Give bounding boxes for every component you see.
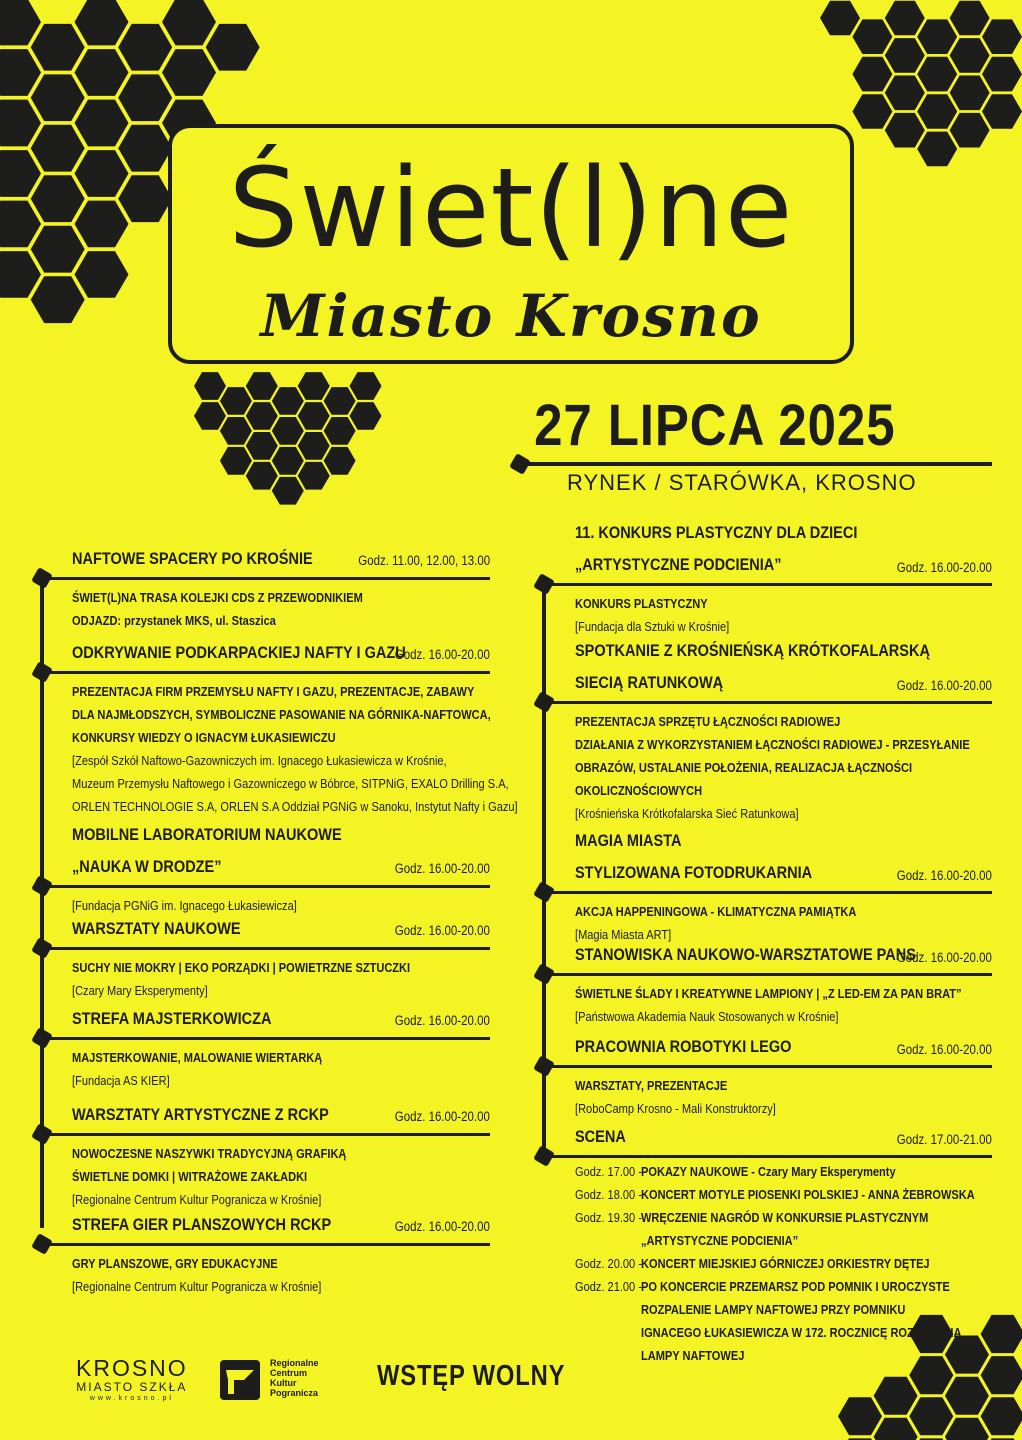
honeycomb-cell	[246, 432, 278, 460]
scena-time: Godz. 20.00 -	[575, 1256, 642, 1271]
event-title: STYLIZOWANA FOTODRUKARNIA	[575, 864, 813, 882]
scena-item: POKAZY NAUKOWE - Czary Mary Eksperymenty	[641, 1164, 896, 1179]
honeycomb-cell	[118, 24, 172, 71]
honeycomb-cell	[909, 1356, 953, 1394]
honeycomb-cell	[852, 94, 892, 129]
honeycomb-cell	[0, 49, 41, 96]
event-title: WARSZTATY ARTYSTYCZNE Z RCKP	[72, 1106, 329, 1124]
page-title: Świet(l)ne	[228, 144, 794, 272]
event-dot	[31, 875, 53, 897]
honeycomb-cell	[194, 402, 226, 430]
event-divider	[40, 671, 490, 674]
honeycomb-cell	[118, 74, 172, 121]
honeycomb-cell	[298, 432, 330, 460]
event-title: ODKRYWANIE PODKARPACKIEJ NAFTY I GAZU	[72, 644, 406, 662]
event-dot	[31, 661, 53, 683]
honeycomb-cell	[981, 1397, 1022, 1435]
event-description: OBRAZÓW, USTALANIE POŁOŻENIA, REALIZACJA ŁĄCZNOŚCI	[575, 760, 913, 775]
event-description: ŚWIET(L)NA TRASA KOLEJKI CDS Z PRZEWODNIKIEM	[72, 590, 363, 605]
honeycomb-cell	[950, 1, 990, 36]
event-divider	[40, 1243, 490, 1246]
honeycomb-cell	[31, 74, 85, 121]
honeycomb-cell	[0, 251, 41, 298]
honeycomb-cell	[272, 387, 304, 415]
scena-item: KONCERT MOTYLE PIOSENKI POLSKIEJ - ANNA ŻEBROWSKA	[641, 1187, 975, 1202]
event-organizer: [Regionalne Centrum Kultur Pogranicza w Krośnie]	[72, 1192, 322, 1207]
honeycomb-cell	[945, 1377, 989, 1415]
event-description: AKCJA HAPPENINGOWA - KLIMATYCZNA PAMIĄTKA	[575, 904, 857, 919]
event-title: „NAUKA W DRODZE”	[72, 858, 222, 876]
date-divider	[520, 462, 992, 466]
honeycomb-cell	[874, 1377, 918, 1415]
honeycomb-cell	[220, 417, 252, 445]
honeycomb-cell	[950, 76, 990, 111]
rckp-logo-line: Centrum	[270, 1368, 308, 1378]
event-time: Godz. 16.00-20.00	[896, 950, 992, 965]
krosno-logo-sub: MIASTO SZKŁA	[76, 1380, 188, 1394]
honeycomb-cell	[950, 38, 990, 73]
honeycomb-cell	[272, 477, 304, 505]
honeycomb-cell	[75, 150, 129, 197]
event-divider	[542, 891, 992, 894]
rckp-logo-line: Kultur	[270, 1378, 297, 1388]
event-title-line1: MAGIA MIASTA	[575, 832, 682, 850]
krosno-logo	[76, 1356, 188, 1404]
event-dot	[31, 937, 53, 959]
honeycomb-cell	[982, 57, 1022, 92]
honeycomb-cell	[909, 1397, 953, 1435]
honeycomb-cell	[31, 175, 85, 222]
honeycomb-cell	[852, 19, 892, 54]
scena-item: PO KONCERCIE PRZEMARSZ POD POMNIK I UROCZYSTE	[641, 1279, 950, 1294]
event-title: NAFTOWE SPACERY PO KROŚNIE	[72, 550, 313, 568]
honeycomb-cell	[75, 201, 129, 248]
honeycomb-cell	[162, 0, 216, 45]
event-divider	[542, 973, 992, 976]
event-description: ŚWIETLNE ŚLADY I KREATYWNE LAMPIONY | „Z LED-EM ZA PAN BRAT”	[575, 986, 962, 1001]
rckp-logo-line: Regionalne	[270, 1358, 319, 1368]
event-description: KONKURS PLASTYCZNY	[575, 596, 708, 611]
event-time: Godz. 16.00-20.00	[394, 861, 490, 876]
event-title: SIECIĄ RATUNKOWĄ	[575, 674, 724, 692]
event-time: Godz. 16.00-20.00	[394, 1013, 490, 1028]
honeycomb-cell	[885, 113, 925, 148]
event-dot	[533, 881, 555, 903]
honeycomb-cell	[162, 49, 216, 96]
event-organizer: [Magia Miasta ART]	[575, 927, 672, 942]
event-organizer: [RoboCamp Krosno - Mali Konstruktorzy]	[575, 1101, 776, 1116]
event-description: KONKURSY WIEDZY O IGNACYM ŁUKASIEWICZU	[72, 730, 336, 745]
honeycomb-cell	[31, 125, 85, 172]
scena-time: Godz. 21.00 -	[575, 1279, 642, 1294]
event-description: OKOLICZNOŚCIOWYCH	[575, 783, 703, 798]
event-title: STREFA GIER PLANSZOWYCH RCKP	[72, 1216, 332, 1234]
event-title-line1: MOBILNE LABORATORIUM NAUKOWE	[72, 826, 342, 844]
event-title: PRACOWNIA ROBOTYKI LEGO	[575, 1038, 792, 1056]
event-dot	[31, 1027, 53, 1049]
event-title: SCENA	[575, 1128, 626, 1146]
event-divider	[40, 1133, 490, 1136]
event-organizer: [Regionalne Centrum Kultur Pogranicza w Krośnie]	[72, 1279, 322, 1294]
event-place: RYNEK / STARÓWKA, KROSNO	[567, 470, 917, 495]
date-divider-dot	[509, 453, 531, 475]
rckp-logo-icon	[220, 1360, 260, 1400]
honeycomb-cell	[220, 447, 252, 475]
event-time: Godz. 16.00-20.00	[896, 678, 992, 693]
honeycomb-cell	[981, 1356, 1022, 1394]
event-title: WARSZTATY NAUKOWE	[72, 920, 241, 938]
honeycomb-cell	[982, 19, 1022, 54]
event-dot	[533, 1145, 555, 1167]
honeycomb-cell	[885, 76, 925, 111]
event-divider	[542, 701, 992, 704]
event-description: PREZENTACJA SPRZĘTU ŁĄCZNOŚCI RADIOWEJ	[575, 714, 841, 729]
honeycomb-cell	[324, 417, 356, 445]
krosno-logo-title: KROSNO	[76, 1355, 188, 1381]
event-divider	[542, 1065, 992, 1068]
honeycomb-cell	[272, 447, 304, 475]
honeycomb-cell	[246, 372, 278, 400]
honeycomb-cell	[917, 94, 957, 129]
event-date: 27 LIPCA 2025	[534, 393, 896, 458]
event-organizer: [Fundacja PGNiG im. Ignacego Łukasiewicza]	[72, 898, 297, 913]
event-dot	[533, 963, 555, 985]
scena-item: „ARTYSTYCZNE PODCIENIA”	[641, 1233, 799, 1248]
event-dot	[533, 573, 555, 595]
honeycomb-cell	[917, 57, 957, 92]
honeycomb-cell	[75, 251, 129, 298]
event-organizer: Muzeum Przemysłu Naftowego i Gazowniczego w Bóbrce, SITPNiG, EXALO Drilling S.A,	[72, 776, 509, 791]
event-divider	[542, 1155, 992, 1158]
event-description: ŚWIETLNE DOMKI | WITRAŻOWE ZAKŁADKI	[72, 1169, 308, 1184]
honeycomb-cell	[194, 372, 226, 400]
honeycomb-cell	[350, 372, 382, 400]
honeycomb-cell	[324, 447, 356, 475]
event-description: PREZENTACJA FIRM PRZEMYSŁU NAFTY I GAZU, PREZENTACJE, ZABAWY	[72, 684, 475, 699]
event-dot	[31, 1123, 53, 1145]
scena-time: Godz. 19.30 -	[575, 1210, 642, 1225]
event-divider	[40, 577, 490, 580]
honeycomb-under-title	[190, 360, 390, 510]
honeycomb-cell	[874, 1418, 918, 1440]
event-time: Godz. 16.00-20.00	[394, 1219, 490, 1234]
honeycomb-cell	[298, 462, 330, 490]
honeycomb-cell	[75, 100, 129, 147]
honeycomb-cell	[852, 57, 892, 92]
event-title: STANOWISKA NAUKOWO-WARSZTATOWE PANS	[575, 946, 916, 964]
title-box	[168, 124, 854, 364]
honeycomb-cell	[246, 462, 278, 490]
honeycomb-cell	[298, 402, 330, 430]
honeycomb-cell	[31, 226, 85, 273]
event-dot	[533, 1055, 555, 1077]
honeycomb-cell	[950, 113, 990, 148]
event-time: Godz. 16.00-20.00	[896, 560, 992, 575]
honeycomb-cell	[75, 0, 129, 45]
event-divider	[40, 1037, 490, 1040]
scena-time: Godz. 18.00 -	[575, 1187, 642, 1202]
scena-item: ROZPALENIE LAMPY NAFTOWEJ PRZY POMNIKU	[641, 1302, 906, 1317]
honeycomb-cell	[945, 1418, 989, 1440]
event-organizer: [Państwowa Akademia Nauk Stosowanych w Krośnie]	[575, 1009, 839, 1024]
event-description: ODJAZD: przystanek MKS, ul. Staszica	[72, 613, 276, 628]
scena-item: IGNACEGO ŁUKASIEWICZA W 172. ROCZNICĘ ROZPALENIA	[641, 1325, 962, 1340]
honeycomb-cell	[0, 201, 41, 248]
event-time: Godz. 11.00, 12.00, 13.00	[358, 553, 490, 568]
rckp-logo-line: Pogranicza	[270, 1388, 319, 1398]
event-dot	[31, 1233, 53, 1255]
scena-item: KONCERT MIEJSKIEJ GÓRNICZEJ ORKIESTRY DĘTEJ	[641, 1256, 930, 1271]
event-description: DZIAŁANIA Z WYKORZYSTANIEM ŁĄCZNOŚCI RADIOWEJ - PRZESYŁANIE	[575, 737, 970, 752]
honeycomb-cell	[118, 125, 172, 172]
page-subtitle: Miasto Krosno	[260, 282, 762, 350]
event-organizer: [Zespół Szkół Naftowo-Gazowniczych im. Ignacego Łukasiewicza w Krośnie,	[72, 753, 447, 768]
event-organizer: ORLEN TECHNOLOGIE S.A, ORLEN S.A Oddział PGNiG w Sanoku, Instytut Nafty i Gazu]	[72, 799, 518, 814]
honeycomb-cell	[885, 38, 925, 73]
krosno-logo-url: www.krosno.pl	[89, 1395, 174, 1402]
event-description: DLA NAJMŁODSZYCH, SYMBOLICZNE PASOWANIE NA GÓRNIKA-NAFTOWCA,	[72, 707, 491, 722]
honeycomb-cell	[885, 1, 925, 36]
event-description: NOWOCZESNE NASZYWKI TRADYCYJNĄ GRAFIKĄ	[72, 1146, 347, 1161]
event-dot	[533, 691, 555, 713]
honeycomb-cell	[0, 150, 41, 197]
honeycomb-cell	[298, 372, 330, 400]
event-time: Godz. 16.00-20.00	[896, 868, 992, 883]
honeycomb-cell	[324, 387, 356, 415]
honeycomb-cell	[820, 1, 860, 36]
honeycomb-cell	[350, 402, 382, 430]
event-time: Godz. 16.00-20.00	[394, 1109, 490, 1124]
event-time: Godz. 16.00-20.00	[394, 647, 490, 662]
honeycomb-cell	[917, 132, 957, 167]
event-title: „ARTYSTYCZNE PODCIENIA”	[575, 556, 782, 574]
event-time: Godz. 17.00-21.00	[896, 1132, 992, 1147]
event-description: SUCHY NIE MOKRY | EKO PORZĄDKI | POWIETRZNE SZTUCZKI	[72, 960, 411, 975]
honeycomb-cell	[31, 276, 85, 323]
scena-time: Godz. 17.00 -	[575, 1164, 642, 1179]
event-time: Godz. 16.00-20.00	[394, 923, 490, 938]
event-description: MAJSTERKOWANIE, MALOWANIE WIERTARKĄ	[72, 1050, 323, 1065]
honeycomb-cell	[0, 0, 41, 45]
honeycomb-cell	[206, 24, 260, 71]
event-description: GRY PLANSZOWE, GRY EDUKACYJNE	[72, 1256, 278, 1271]
honeycomb-cell	[220, 387, 252, 415]
event-time: Godz. 16.00-20.00	[896, 1042, 992, 1057]
event-organizer: [Krośnieńska Krótkofalarska Sieć Ratunkowa]	[575, 806, 799, 821]
honeycomb-cell	[982, 94, 1022, 129]
scena-item: LAMPY NAFTOWEJ	[641, 1348, 745, 1363]
event-description: WARSZTATY, PREZENTACJE	[575, 1078, 728, 1093]
event-divider	[40, 947, 490, 950]
honeycomb-cell	[31, 24, 85, 71]
rckp-logo	[220, 1358, 340, 1402]
event-organizer: [Czary Mary Eksperymenty]	[72, 983, 208, 998]
honeycomb-cell	[917, 19, 957, 54]
free-entry: WSTĘP WOLNY	[377, 1360, 566, 1392]
event-title-line1: SPOTKANIE Z KROŚNIEŃSKĄ KRÓTKOFALARSKĄ	[575, 642, 930, 660]
honeycomb-cell	[838, 1397, 882, 1435]
scena-item: WRĘCZENIE NAGRÓD W KONKURSIE PLASTYCZNYM	[641, 1210, 929, 1225]
honeycomb-cell	[118, 175, 172, 222]
honeycomb-cell	[981, 1315, 1022, 1353]
event-dot	[31, 567, 53, 589]
event-divider	[40, 885, 490, 888]
event-organizer: [Fundacja dla Sztuki w Krośnie]	[575, 619, 730, 634]
event-divider	[542, 583, 992, 586]
honeycomb-cell	[272, 417, 304, 445]
honeycomb-cell	[0, 100, 41, 147]
event-title: STREFA MAJSTERKOWICZA	[72, 1010, 272, 1028]
event-organizer: [Fundacja AS KIER]	[72, 1073, 170, 1088]
honeycomb-cell	[75, 49, 129, 96]
event-title-line1: 11. KONKURS PLASTYCZNY DLA DZIECI	[575, 524, 858, 542]
honeycomb-cell	[246, 402, 278, 430]
